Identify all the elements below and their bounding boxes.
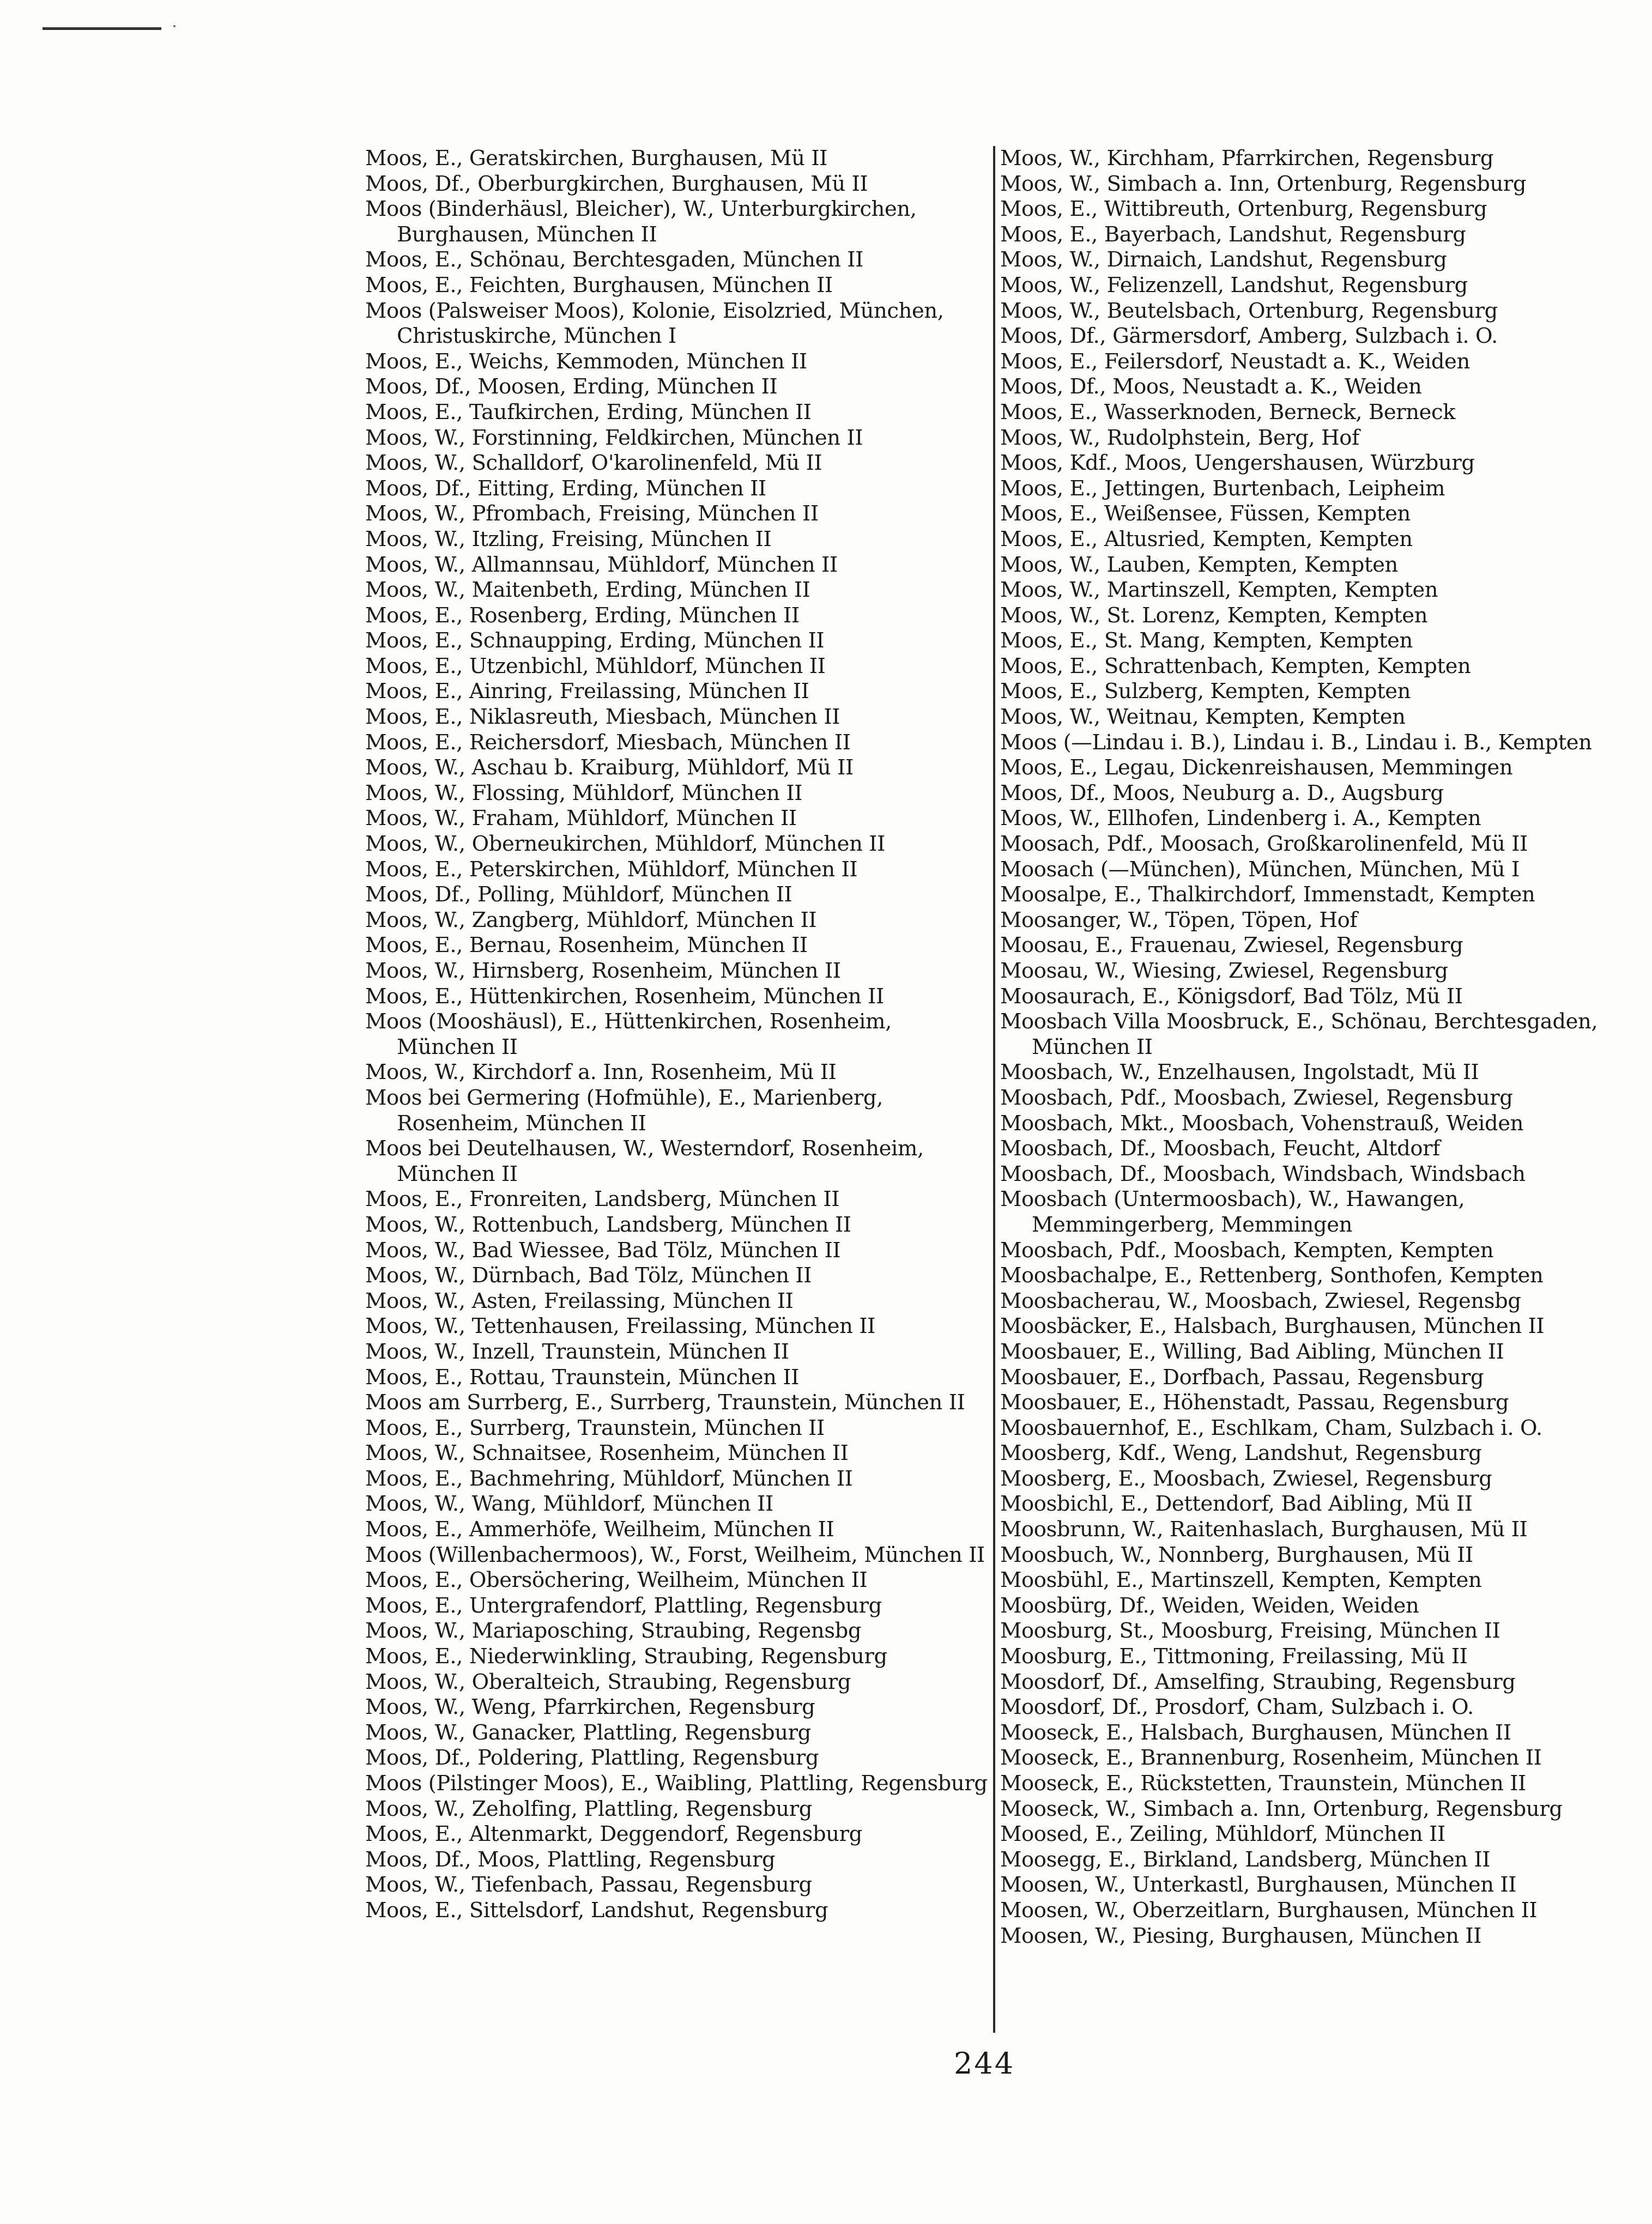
- gazetteer-entry: Moos (Mooshäusl), E., Hüttenkirchen, Rosenheim, München II: [365, 1009, 892, 1059]
- gazetteer-entry: Moos, W., Zeholfing, Plattling, Regensburg: [365, 1796, 812, 1821]
- gazetteer-entry: Moosberg, Kdf., Weng, Landshut, Regensburg: [1000, 1441, 1482, 1466]
- gazetteer-entry: Moos (Binderhäusl, Bleicher), W., Unterburgkirchen, Burghausen, München II: [365, 197, 917, 247]
- gazetteer-entry: Moos, Df., Poldering, Plattling, Regensburg: [365, 1746, 819, 1771]
- gazetteer-entry: Moos, W., Tettenhausen, Freilassing, München II: [365, 1314, 875, 1339]
- gazetteer-entry: Moosbach, Df., Moosbach, Feucht, Altdorf: [1000, 1136, 1440, 1161]
- gazetteer-entry: Moos, W., Fraham, Mühldorf, München II: [365, 806, 797, 831]
- gazetteer-entry: Moos am Surrberg, E., Surrberg, Traunstein, München II: [365, 1390, 965, 1415]
- gazetteer-entry: Moos, E., Sittelsdorf, Landshut, Regensburg: [365, 1898, 828, 1923]
- gazetteer-entry: Moos, E., Peterskirchen, Mühldorf, München II: [365, 857, 858, 882]
- gazetteer-entry: Moos, W., Dürnbach, Bad Tölz, München II: [365, 1263, 812, 1288]
- gazetteer-entry: Moosen, W., Oberzeitlarn, Burghausen, München II: [1000, 1898, 1538, 1923]
- gazetteer-entry: Moos, W., Simbach a. Inn, Ortenburg, Regensburg: [1000, 171, 1527, 196]
- gazetteer-entry: Moosen, W., Piesing, Burghausen, München II: [1000, 1923, 1482, 1948]
- gazetteer-entry: Moos, W., Dirnaich, Landshut, Regensburg: [1000, 247, 1447, 272]
- gazetteer-entry: Moosalpe, E., Thalkirchdorf, Immenstadt, Kempten: [1000, 882, 1535, 907]
- gazetteer-entry: Moos, W., Rottenbuch, Landsberg, München II: [365, 1212, 851, 1237]
- gazetteer-entry: Moosbrunn, W., Raitenhaslach, Burghausen, Mü II: [1000, 1517, 1528, 1542]
- gazetteer-entry: Moos, Df., Gärmersdorf, Amberg, Sulzbach i. O.: [1000, 324, 1498, 349]
- gazetteer-entry: Moosbach (Untermoosbach), W., Hawangen, Memmingerberg, Memmingen: [1000, 1187, 1465, 1237]
- gazetteer-entry: Moosbauer, E., Willing, Bad Aibling, München II: [1000, 1339, 1504, 1364]
- gazetteer-entry: Moos, E., Fronreiten, Landsberg, München II: [365, 1187, 840, 1212]
- gazetteer-entry: Moosbacherau, W., Moosbach, Zwiesel, Regensbg: [1000, 1288, 1521, 1313]
- gazetteer-entry: Moosbach Villa Moosbruck, E., Schönau, Berchtesgaden, München II: [1000, 1009, 1598, 1059]
- scan-dust-dot: [173, 25, 176, 27]
- page-number: 244: [954, 2046, 1015, 2081]
- gazetteer-entry: Moos, E., Rottau, Traunstein, München II: [365, 1365, 799, 1390]
- gazetteer-entry: Moos, E., Altusried, Kempten, Kempten: [1000, 526, 1413, 552]
- gazetteer-entry: Moos, E., Untergrafendorf, Plattling, Regensburg: [365, 1593, 882, 1618]
- gazetteer-entry: Moos, W., Allmannsau, Mühldorf, München II: [365, 552, 838, 577]
- gazetteer-entry: Moos bei Germering (Hofmühle), E., Marienberg, Rosenheim, München II: [365, 1085, 883, 1136]
- column-divider: [993, 146, 995, 2033]
- gazetteer-entry: Moos, E., Bachmehring, Mühldorf, München II: [365, 1466, 853, 1491]
- gazetteer-entry: Moosbach, Df., Moosbach, Windsbach, Windsbach: [1000, 1161, 1526, 1186]
- gazetteer-entry: Moos, E., Weißensee, Füssen, Kempten: [1000, 501, 1411, 526]
- gazetteer-entry: Moos, E., Hüttenkirchen, Rosenheim, München II: [365, 984, 884, 1009]
- gazetteer-entry: Moosbühl, E., Martinszell, Kempten, Kempten: [1000, 1568, 1482, 1593]
- gazetteer-entry: Moos, E., Reichersdorf, Miesbach, München II: [365, 730, 851, 755]
- gazetteer-entry: Moosbauer, E., Höhenstadt, Passau, Regensburg: [1000, 1390, 1509, 1415]
- gazetteer-entry: Moos bei Deutelhausen, W., Westerndorf, Rosenheim, München II: [365, 1136, 924, 1186]
- gazetteer-entry: Moosed, E., Zeiling, Mühldorf, München II: [1000, 1822, 1445, 1847]
- gazetteer-entry: Moosbichl, E., Dettendorf, Bad Aibling, Mü II: [1000, 1492, 1473, 1517]
- gazetteer-entry: Moos, Df., Polling, Mühldorf, München II: [365, 882, 792, 907]
- gazetteer-entry: Moos, W., Forstinning, Feldkirchen, München II: [365, 425, 863, 450]
- gazetteer-entry: Mooseck, E., Brannenburg, Rosenheim, München II: [1000, 1746, 1542, 1771]
- gazetteer-entry: Moosanger, W., Töpen, Töpen, Hof: [1000, 907, 1358, 932]
- gazetteer-entry: Moos, W., Rudolphstein, Berg, Hof: [1000, 425, 1359, 450]
- gazetteer-entry: Moos, Kdf., Moos, Uengershausen, Würzburg: [1000, 451, 1475, 476]
- gazetteer-entry: Moos, W., Itzling, Freising, München II: [365, 526, 772, 552]
- gazetteer-entry: Moosburg, St., Moosburg, Freising, München II: [1000, 1619, 1500, 1644]
- left-column: [365, 146, 992, 1924]
- gazetteer-entry: Moosach (—München), München, München, Mü I: [1000, 857, 1520, 882]
- gazetteer-entry: Moosburg, E., Tittmoning, Freilassing, Mü II: [1000, 1644, 1468, 1669]
- gazetteer-entry: Moos, W., Weitnau, Kempten, Kempten: [1000, 705, 1406, 730]
- gazetteer-entry: Moos, E., Bernau, Rosenheim, München II: [365, 933, 808, 958]
- gazetteer-entry: Moos, W., St. Lorenz, Kempten, Kempten: [1000, 603, 1428, 628]
- gazetteer-entry: Moosen, W., Unterkastl, Burghausen, München II: [1000, 1872, 1517, 1898]
- gazetteer-entry: Moosau, W., Wiesing, Zwiesel, Regensburg: [1000, 959, 1448, 983]
- gazetteer-entry: Moos, W., Kirchham, Pfarrkirchen, Regensburg: [1000, 146, 1494, 171]
- gazetteer-entry: Moos, E., Wittibreuth, Ortenburg, Regensburg: [1000, 197, 1487, 222]
- gazetteer-entry: Moos, E., Niklasreuth, Miesbach, München II: [365, 705, 840, 730]
- gazetteer-entry: Moos, W., Ellhofen, Lindenberg i. A., Kempten: [1000, 806, 1481, 831]
- gazetteer-entry: Moos (—Lindau i. B.), Lindau i. B., Lindau i. B., Kempten: [1000, 730, 1592, 755]
- gazetteer-entry: Moos, W., Aschau b. Kraiburg, Mühldorf, Mü II: [365, 755, 854, 780]
- gazetteer-entry: Moos, Df., Eitting, Erding, München II: [365, 476, 766, 501]
- gazetteer-entry: Moos, W., Mariaposching, Straubing, Regensbg: [365, 1619, 862, 1644]
- gazetteer-entry: Moos, E., Obersöchering, Weilheim, München II: [365, 1568, 868, 1593]
- gazetteer-entry: Moos, E., Schnaupping, Erding, München II: [365, 628, 825, 653]
- gazetteer-entry: Moos, E., Jettingen, Burtenbach, Leipheim: [1000, 476, 1445, 501]
- gazetteer-entry: Mooseck, E., Halsbach, Burghausen, München II: [1000, 1720, 1511, 1745]
- gazetteer-entry: Moos, W., Oberalteich, Straubing, Regensburg: [365, 1669, 851, 1694]
- gazetteer-entry: Moos, E., Weichs, Kemmoden, München II: [365, 349, 807, 374]
- gazetteer-entry: Moos, W., Oberneukirchen, Mühldorf, München II: [365, 832, 885, 857]
- gazetteer-entry: Moos, E., Sulzberg, Kempten, Kempten: [1000, 679, 1411, 704]
- gazetteer-entry: Moos, E., Feilersdorf, Neustadt a. K., Weiden: [1000, 349, 1470, 374]
- gazetteer-entry: Moos, E., Taufkirchen, Erding, München II: [365, 399, 812, 425]
- gazetteer-entry: Moos, W., Pfrombach, Freising, München II: [365, 501, 819, 526]
- gazetteer-entry: Moos (Pilstinger Moos), E., Waibling, Plattling, Regensburg: [365, 1771, 988, 1796]
- gazetteer-entry: Moosbauernhof, E., Eschlkam, Cham, Sulzbach i. O.: [1000, 1415, 1542, 1440]
- gazetteer-entry: Moos, E., Bayerbach, Landshut, Regensburg: [1000, 222, 1466, 247]
- gazetteer-entry: Moosach, Pdf., Moosach, Großkarolinenfeld, Mü II: [1000, 832, 1528, 857]
- gazetteer-entry: Moos, W., Felizenzell, Landshut, Regensburg: [1000, 272, 1468, 298]
- gazetteer-entry: Moos, Df., Moosen, Erding, München II: [365, 374, 778, 399]
- gazetteer-entry: Moos, W., Hirnsberg, Rosenheim, München II: [365, 959, 841, 983]
- gazetteer-entry: Moos, E., Wasserknoden, Berneck, Berneck: [1000, 399, 1456, 425]
- gazetteer-entry: Moosbäcker, E., Halsbach, Burghausen, München II: [1000, 1314, 1545, 1339]
- gazetteer-entry: Moos, E., Schrattenbach, Kempten, Kempten: [1000, 653, 1471, 678]
- gazetteer-entry: Mooseck, W., Simbach a. Inn, Ortenburg, Regensburg: [1000, 1796, 1563, 1821]
- gazetteer-entry: Moos, W., Beutelsbach, Ortenburg, Regensburg: [1000, 298, 1498, 323]
- gazetteer-entry: Moos, W., Martinszell, Kempten, Kempten: [1000, 578, 1438, 603]
- gazetteer-entry: Moos, E., Utzenbichl, Mühldorf, München II: [365, 653, 826, 678]
- gazetteer-entry: Moos, Df., Moos, Neustadt a. K., Weiden: [1000, 374, 1422, 399]
- gazetteer-entry: Moos, Df., Moos, Plattling, Regensburg: [365, 1847, 776, 1872]
- gazetteer-entry: Moos, W., Ganacker, Plattling, Regensburg: [365, 1720, 811, 1745]
- gazetteer-entry: Moos, E., Ammerhöfe, Weilheim, München II: [365, 1517, 834, 1542]
- gazetteer-entry: Moos, W., Flossing, Mühldorf, München II: [365, 780, 803, 805]
- gazetteer-entry: Moosau, E., Frauenau, Zwiesel, Regensburg: [1000, 933, 1463, 958]
- gazetteer-entry: Moosbauer, E., Dorfbach, Passau, Regensburg: [1000, 1365, 1484, 1390]
- gazetteer-entry: Moos, W., Zangberg, Mühldorf, München II: [365, 907, 817, 932]
- right-column: [1000, 146, 1632, 1949]
- gazetteer-entry: Moos, W., Schnaitsee, Rosenheim, München II: [365, 1441, 849, 1466]
- gazetteer-entry: Moos, E., Ainring, Freilassing, München II: [365, 679, 809, 704]
- gazetteer-entry: Moosbach, Mkt., Moosbach, Vohenstrauß, Weiden: [1000, 1111, 1524, 1136]
- gazetteer-entry: Moos (Willenbachermoos), W., Forst, Weilheim, München II: [365, 1542, 985, 1567]
- gazetteer-entry: Moosbürg, Df., Weiden, Weiden, Weiden: [1000, 1593, 1419, 1618]
- gazetteer-entry: Moos, E., Altenmarkt, Deggendorf, Regensburg: [365, 1822, 862, 1847]
- gazetteer-entry: Moos, W., Tiefenbach, Passau, Regensburg: [365, 1872, 812, 1898]
- gazetteer-entry: Moos, W., Schalldorf, O'karolinenfeld, Mü II: [365, 451, 822, 476]
- gazetteer-entry: Moos, W., Asten, Freilassing, München II: [365, 1288, 794, 1313]
- gazetteer-entry: Moosaurach, E., Königsdorf, Bad Tölz, Mü II: [1000, 984, 1463, 1009]
- gazetteer-entry: Moos, E., Geratskirchen, Burghausen, Mü II: [365, 146, 827, 171]
- gazetteer-entry: Moos, W., Wang, Mühldorf, München II: [365, 1492, 773, 1517]
- gazetteer-entry: Moosdorf, Df., Amselfing, Straubing, Regensburg: [1000, 1669, 1516, 1694]
- gazetteer-entry: Moos, E., Schönau, Berchtesgaden, München II: [365, 247, 863, 272]
- gazetteer-entry: Moos (Palsweiser Moos), Kolonie, Eisolzried, München, Christuskirche, München I: [365, 298, 944, 349]
- gazetteer-entry: Moosbuch, W., Nonnberg, Burghausen, Mü II: [1000, 1542, 1473, 1567]
- gazetteer-entry: Moosbachalpe, E., Rettenberg, Sonthofen, Kempten: [1000, 1263, 1544, 1288]
- gazetteer-entry: Moos, W., Lauben, Kempten, Kempten: [1000, 552, 1398, 577]
- gazetteer-entry: Moos, E., St. Mang, Kempten, Kempten: [1000, 628, 1413, 653]
- gazetteer-entry: Moosbach, Pdf., Moosbach, Zwiesel, Regensburg: [1000, 1085, 1513, 1110]
- gazetteer-entry: Moos, E., Rosenberg, Erding, München II: [365, 603, 800, 628]
- gazetteer-entry: Moos, W., Bad Wiessee, Bad Tölz, München II: [365, 1238, 841, 1263]
- gazetteer-entry: Moos, W., Maitenbeth, Erding, München II: [365, 578, 810, 603]
- gazetteer-entry: Moos, W., Inzell, Traunstein, München II: [365, 1339, 789, 1364]
- gazetteer-entry: Moos, E., Niederwinkling, Straubing, Regensburg: [365, 1644, 887, 1669]
- gazetteer-entry: Moos, E., Legau, Dickenreishausen, Memmingen: [1000, 755, 1513, 780]
- gazetteer-entry: Moosberg, E., Moosbach, Zwiesel, Regensburg: [1000, 1466, 1492, 1491]
- gazetteer-entry: Moos, Df., Moos, Neuburg a. D., Augsburg: [1000, 780, 1444, 805]
- gazetteer-entry: Moos, W., Weng, Pfarrkirchen, Regensburg: [365, 1695, 815, 1720]
- gazetteer-entry: Moosbach, W., Enzelhausen, Ingolstadt, Mü II: [1000, 1060, 1479, 1085]
- gazetteer-entry: Moosbach, Pdf., Moosbach, Kempten, Kempten: [1000, 1238, 1494, 1263]
- scan-edge-mark: [43, 27, 161, 30]
- gazetteer-entry: Moosegg, E., Birkland, Landsberg, München II: [1000, 1847, 1491, 1872]
- gazetteer-entry: Moos, E., Surrberg, Traunstein, München II: [365, 1415, 825, 1440]
- gazetteer-entry: Moos, W., Kirchdorf a. Inn, Rosenheim, Mü II: [365, 1060, 837, 1085]
- gazetteer-entry: Mooseck, E., Rückstetten, Traunstein, München II: [1000, 1771, 1526, 1796]
- gazetteer-entry: Moos, Df., Oberburgkirchen, Burghausen, Mü II: [365, 171, 868, 196]
- gazetteer-entry: Moosdorf, Df., Prosdorf, Cham, Sulzbach i. O.: [1000, 1695, 1474, 1720]
- gazetteer-entry: Moos, E., Feichten, Burghausen, München II: [365, 272, 833, 298]
